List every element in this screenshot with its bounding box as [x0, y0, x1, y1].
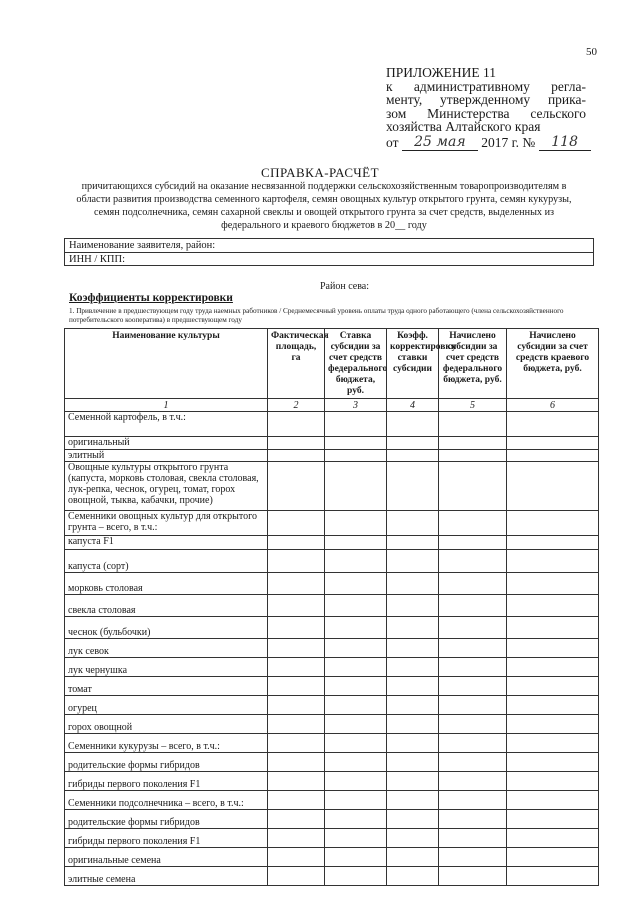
- coefficients-note: 1. Привлечение в предшествующем году труда наемных работников / Среднемесячный уровень оплаты труда одного работающего (члена сельскохозяйственного потребительского кооператива) в предшествующем году: [69, 307, 564, 324]
- col-header-crop: Наименование культуры: [65, 329, 268, 399]
- federal-accrued-cell[interactable]: [439, 595, 507, 617]
- area-cell[interactable]: [268, 696, 325, 715]
- coefficients-title: Коэффициенты корректировки: [69, 292, 233, 304]
- federal-rate-cell[interactable]: [325, 437, 387, 450]
- federal-rate-cell[interactable]: [325, 829, 387, 848]
- regional-accrued-cell[interactable]: [507, 437, 599, 450]
- federal-accrued-cell[interactable]: [439, 677, 507, 696]
- coefficient-cell[interactable]: [387, 848, 439, 867]
- crop-name-cell: Семенники овощных культур для открытого грунта – всего, в т.ч.:: [65, 511, 268, 536]
- area-cell[interactable]: [268, 595, 325, 617]
- coefficient-cell[interactable]: [387, 734, 439, 753]
- area-cell[interactable]: [268, 772, 325, 791]
- area-cell[interactable]: [268, 677, 325, 696]
- table-row: [65, 617, 599, 639]
- regional-accrued-cell[interactable]: [507, 734, 599, 753]
- coefficient-cell[interactable]: [387, 810, 439, 829]
- appendix-line: ПРИЛОЖЕНИЕ 11: [386, 65, 497, 80]
- table-row: [65, 550, 599, 573]
- federal-rate-cell[interactable]: [325, 536, 387, 550]
- appendix-line: к административному регла-: [386, 78, 586, 94]
- crop-name-cell: лук севок: [65, 639, 268, 658]
- coefficient-cell[interactable]: [387, 658, 439, 677]
- table-row: [65, 696, 599, 715]
- coefficient-cell[interactable]: [387, 696, 439, 715]
- column-number: 4: [387, 399, 439, 412]
- subsidy-table: [64, 328, 599, 886]
- area-cell[interactable]: [268, 810, 325, 829]
- federal-rate-cell[interactable]: [325, 511, 387, 536]
- crop-name-cell: лук чернушка: [65, 658, 268, 677]
- table-row: [65, 658, 599, 677]
- federal-rate-cell[interactable]: [325, 715, 387, 734]
- area-cell[interactable]: [268, 536, 325, 550]
- col-header-federal-accrued: Начислено субсидии за счет средств федерального бюджета, руб.: [439, 329, 507, 399]
- crop-name-cell: горох овощной: [65, 715, 268, 734]
- appendix-line: менту, утвержденному прика-: [386, 92, 586, 107]
- crop-name-cell: гибриды первого поколения F1: [65, 829, 268, 848]
- table-row: [65, 412, 599, 437]
- date-prefix: от: [386, 135, 399, 150]
- table-row: [65, 595, 599, 617]
- federal-accrued-cell[interactable]: [439, 437, 507, 450]
- table-row: [65, 867, 599, 886]
- area-cell[interactable]: [268, 573, 325, 595]
- federal-rate-cell[interactable]: [325, 753, 387, 772]
- coefficient-cell[interactable]: [387, 550, 439, 573]
- document-subtitle: причитающихся субсидий на оказание несвязанной поддержки сельскохозяйственным товаропроизводителям в области развития производства семенного картофеля, семян овощных культур открытого грунта, семян кукурузы, семян подсолнечника, семян сахарной свеклы и овощей открытого грунта за счет средств, выделенных из федерального и краевого бюджетов в 20__ году: [76, 181, 572, 231]
- coefficient-cell[interactable]: [387, 772, 439, 791]
- federal-rate-cell[interactable]: [325, 867, 387, 886]
- crop-name-cell: элитный: [65, 450, 268, 462]
- col-header-federal-rate: Ставка субсидии за счет средств федерального бюджета, руб.: [325, 329, 387, 399]
- crop-name-cell: оригинальные семена: [65, 848, 268, 867]
- federal-accrued-cell[interactable]: [439, 536, 507, 550]
- federal-accrued-cell[interactable]: [439, 696, 507, 715]
- regional-accrued-cell[interactable]: [507, 753, 599, 772]
- federal-rate-cell[interactable]: [325, 595, 387, 617]
- column-number-row: [65, 399, 599, 412]
- page-number: 50: [586, 46, 597, 58]
- appendix-date-line: [386, 134, 586, 151]
- table-row: [65, 848, 599, 867]
- federal-accrued-cell[interactable]: [439, 412, 507, 437]
- table-row: [65, 677, 599, 696]
- regional-accrued-cell[interactable]: [507, 412, 599, 437]
- federal-accrued-cell[interactable]: [439, 658, 507, 677]
- col-header-area: Фактическая площадь, га: [268, 329, 325, 399]
- federal-rate-cell[interactable]: [325, 848, 387, 867]
- area-cell[interactable]: [268, 511, 325, 536]
- col-header-coefficient: Коэфф. корректировки ставки субсидии: [387, 329, 439, 399]
- area-cell[interactable]: [268, 715, 325, 734]
- regional-accrued-cell[interactable]: [507, 658, 599, 677]
- column-number: 2: [268, 399, 325, 412]
- regional-accrued-cell[interactable]: [507, 450, 599, 462]
- table-row: [65, 810, 599, 829]
- area-cell[interactable]: [268, 734, 325, 753]
- column-number: 3: [325, 399, 387, 412]
- federal-accrued-cell[interactable]: [439, 772, 507, 791]
- coefficient-cell[interactable]: [387, 412, 439, 437]
- federal-accrued-cell[interactable]: [439, 753, 507, 772]
- coefficient-cell[interactable]: [387, 753, 439, 772]
- regional-accrued-cell[interactable]: [507, 677, 599, 696]
- regional-accrued-cell[interactable]: [507, 550, 599, 573]
- area-cell[interactable]: [268, 658, 325, 677]
- federal-rate-cell[interactable]: [325, 696, 387, 715]
- federal-accrued-cell[interactable]: [439, 462, 507, 511]
- crop-name-cell: томат: [65, 677, 268, 696]
- coefficient-cell[interactable]: [387, 437, 439, 450]
- federal-accrued-cell[interactable]: [439, 715, 507, 734]
- coefficient-cell[interactable]: [387, 791, 439, 810]
- area-cell[interactable]: [268, 791, 325, 810]
- regional-accrued-cell[interactable]: [507, 639, 599, 658]
- regional-accrued-cell[interactable]: [507, 810, 599, 829]
- applicant-box: [64, 238, 594, 266]
- regional-accrued-cell[interactable]: [507, 595, 599, 617]
- district-label: Район сева:: [320, 281, 370, 292]
- coefficient-cell[interactable]: [387, 450, 439, 462]
- federal-rate-cell[interactable]: [325, 791, 387, 810]
- coefficient-cell[interactable]: [387, 677, 439, 696]
- federal-accrued-cell[interactable]: [439, 550, 507, 573]
- coefficient-cell[interactable]: [387, 573, 439, 595]
- area-cell[interactable]: [268, 848, 325, 867]
- inn-kpp-label: ИНН / КПП:: [69, 254, 126, 265]
- federal-rate-cell[interactable]: [325, 573, 387, 595]
- federal-rate-cell[interactable]: [325, 677, 387, 696]
- regional-accrued-cell[interactable]: [507, 791, 599, 810]
- coefficient-cell[interactable]: [387, 829, 439, 848]
- table-row: [65, 462, 599, 511]
- federal-accrued-cell[interactable]: [439, 791, 507, 810]
- regional-accrued-cell[interactable]: [507, 536, 599, 550]
- federal-accrued-cell[interactable]: [439, 810, 507, 829]
- crop-name-cell: морковь столовая: [65, 573, 268, 595]
- crop-name-cell: Семенники кукурузы – всего, в т.ч.:: [65, 734, 268, 753]
- crop-name-cell: Овощные культуры открытого грунта (капуста, морковь столовая, свекла столовая, лук-репка, чеснок, огурец, томат, горох овощной, тыква, кабачки, прочие): [65, 462, 268, 511]
- coefficient-cell[interactable]: [387, 536, 439, 550]
- table-row: [65, 573, 599, 595]
- crop-name-cell: огурец: [65, 696, 268, 715]
- coefficient-cell[interactable]: [387, 715, 439, 734]
- coefficient-cell[interactable]: [387, 639, 439, 658]
- handwritten-number: 118: [539, 134, 591, 151]
- federal-accrued-cell[interactable]: [439, 511, 507, 536]
- federal-rate-cell[interactable]: [325, 810, 387, 829]
- year-text: 2017 г. №: [481, 135, 536, 150]
- federal-accrued-cell[interactable]: [439, 450, 507, 462]
- crop-name-cell: родительские формы гибридов: [65, 810, 268, 829]
- federal-rate-cell[interactable]: [325, 658, 387, 677]
- crop-name-cell: капуста F1: [65, 536, 268, 550]
- area-cell[interactable]: [268, 412, 325, 437]
- appendix-line: хозяйства Алтайского края: [386, 119, 541, 134]
- area-cell[interactable]: [268, 867, 325, 886]
- coefficient-cell[interactable]: [387, 617, 439, 639]
- column-number: 6: [507, 399, 599, 412]
- regional-accrued-cell[interactable]: [507, 462, 599, 511]
- table-row: [65, 753, 599, 772]
- table-row: [65, 511, 599, 536]
- coefficient-cell[interactable]: [387, 462, 439, 511]
- table-row: [65, 639, 599, 658]
- federal-rate-cell[interactable]: [325, 462, 387, 511]
- column-number: 5: [439, 399, 507, 412]
- regional-accrued-cell[interactable]: [507, 829, 599, 848]
- federal-accrued-cell[interactable]: [439, 573, 507, 595]
- federal-rate-cell[interactable]: [325, 450, 387, 462]
- coefficient-cell[interactable]: [387, 867, 439, 886]
- area-cell[interactable]: [268, 829, 325, 848]
- regional-accrued-cell[interactable]: [507, 573, 599, 595]
- federal-rate-cell[interactable]: [325, 617, 387, 639]
- area-cell[interactable]: [268, 550, 325, 573]
- federal-accrued-cell[interactable]: [439, 848, 507, 867]
- table-header-row: [65, 329, 599, 399]
- col-header-regional-accrued: Начислено субсидии за счет средств краевого бюджета, руб.: [507, 329, 599, 399]
- federal-rate-cell[interactable]: [325, 772, 387, 791]
- table-row: [65, 450, 599, 462]
- area-cell[interactable]: [268, 753, 325, 772]
- federal-accrued-cell[interactable]: [439, 639, 507, 658]
- crop-name-cell: Семенной картофель, в т.ч.:: [65, 412, 268, 437]
- regional-accrued-cell[interactable]: [507, 867, 599, 886]
- crop-name-cell: оригинальный: [65, 437, 268, 450]
- handwritten-date: 25 мая: [402, 134, 478, 151]
- regional-accrued-cell[interactable]: [507, 715, 599, 734]
- coefficient-cell[interactable]: [387, 595, 439, 617]
- regional-accrued-cell[interactable]: [507, 696, 599, 715]
- table-row: [65, 536, 599, 550]
- federal-accrued-cell[interactable]: [439, 734, 507, 753]
- column-number: 1: [65, 399, 268, 412]
- crop-name-cell: элитные семена: [65, 867, 268, 886]
- table-row: [65, 829, 599, 848]
- crop-name-cell: чеснок (бульбочки): [65, 617, 268, 639]
- table-row: [65, 437, 599, 450]
- table-row: [65, 734, 599, 753]
- document-title: СПРАВКА-РАСЧЁТ: [260, 165, 380, 180]
- appendix-line: зом Министерства сельского: [386, 105, 586, 121]
- federal-rate-cell[interactable]: [325, 550, 387, 573]
- federal-accrued-cell[interactable]: [439, 617, 507, 639]
- regional-accrued-cell[interactable]: [507, 617, 599, 639]
- crop-name-cell: гибриды первого поколения F1: [65, 772, 268, 791]
- applicant-name-label: Наименование заявителя, район:: [65, 239, 593, 253]
- federal-rate-cell[interactable]: [325, 639, 387, 658]
- table-row: [65, 715, 599, 734]
- regional-accrued-cell[interactable]: [507, 772, 599, 791]
- federal-rate-cell[interactable]: [325, 412, 387, 437]
- coefficient-cell[interactable]: [387, 511, 439, 536]
- federal-rate-cell[interactable]: [325, 734, 387, 753]
- area-cell[interactable]: [268, 437, 325, 450]
- crop-name-cell: свекла столовая: [65, 595, 268, 617]
- area-cell[interactable]: [268, 639, 325, 658]
- regional-accrued-cell[interactable]: [507, 848, 599, 867]
- crop-name-cell: Семенники подсолнечника – всего, в т.ч.:: [65, 791, 268, 810]
- area-cell[interactable]: [268, 617, 325, 639]
- federal-accrued-cell[interactable]: [439, 867, 507, 886]
- area-cell[interactable]: [268, 462, 325, 511]
- appendix-block: [386, 66, 586, 134]
- regional-accrued-cell[interactable]: [507, 511, 599, 536]
- table-row: [65, 791, 599, 810]
- area-cell[interactable]: [268, 450, 325, 462]
- crop-name-cell: родительские формы гибридов: [65, 753, 268, 772]
- crop-name-cell: капуста (сорт): [65, 550, 268, 573]
- table-row: [65, 772, 599, 791]
- federal-accrued-cell[interactable]: [439, 829, 507, 848]
